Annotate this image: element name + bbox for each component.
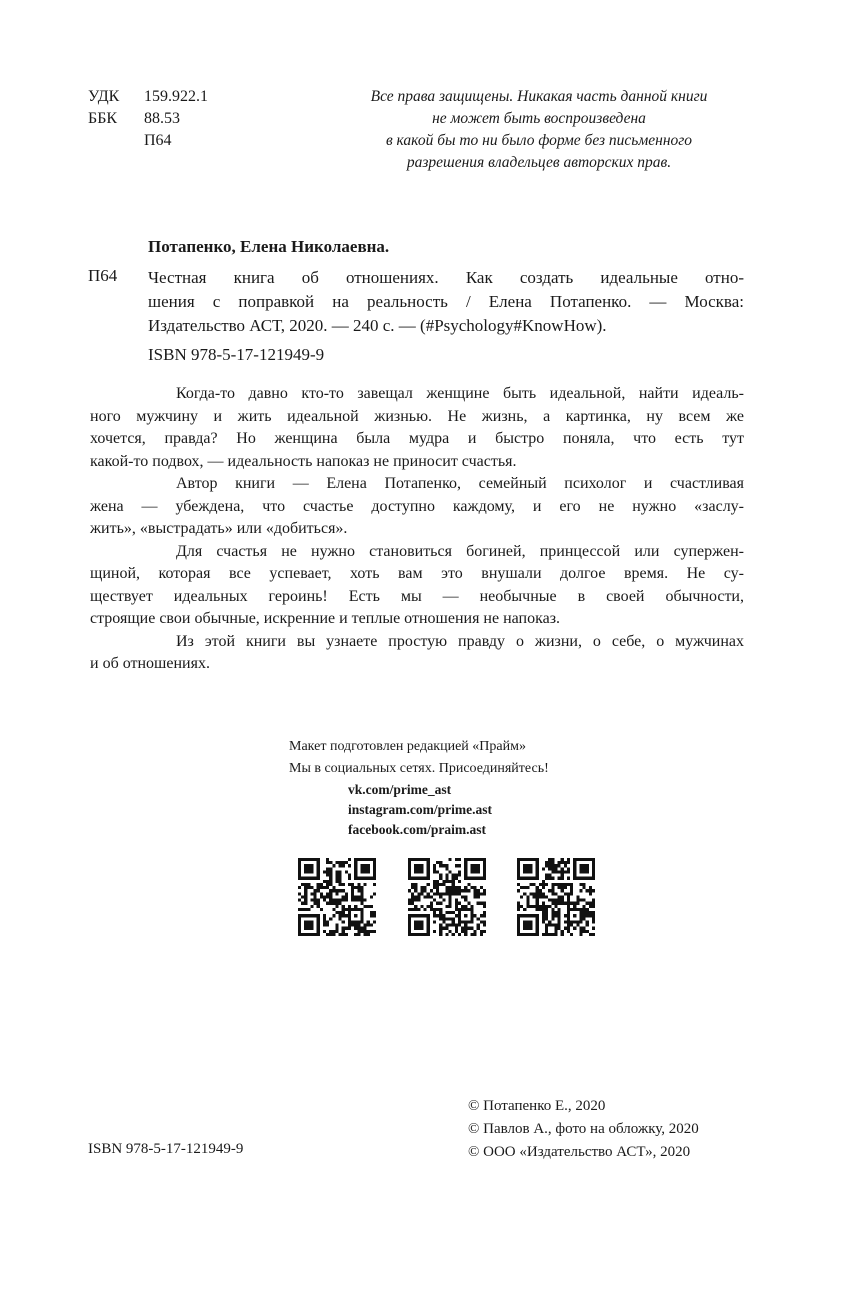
annotation-line: и об отношениях. [90, 655, 210, 672]
annotation-line: хочется, правда? Но женщина была мудра и быстро поняла, что есть тут [90, 430, 744, 447]
copyright-line: © Потапенко Е., 2020 [468, 1098, 606, 1114]
copyright-block [468, 1095, 699, 1164]
biblio-line: Издательство АСТ, 2020. — 240 с. — (#Psychology#KnowHow). [148, 316, 607, 335]
social-link-instagram[interactable]: instagram.com/prime.ast [348, 802, 492, 817]
annotation-line: щиной, которая все успевает, хоть вам это внушали долгое время. Не су- [90, 565, 744, 582]
biblio-line: шения с поправкой на реальность / Елена Потапенко. — Москва: [148, 292, 744, 311]
annotation-line: Для счастья не нужно становиться богиней, принцессой или супержен- [176, 542, 744, 560]
prepared-by: Макет подготовлен редакцией «Прайм» [289, 739, 526, 754]
rights-notice [330, 86, 748, 174]
social-links [348, 780, 492, 840]
rights-line: не может быть воспроизведена [432, 110, 646, 127]
copyright-line: © Павлов А., фото на обложку, 2020 [468, 1121, 699, 1137]
annotation-line: ного мужчину и жить идеальной жизнью. Не жизнь, а картинка, ну всем же [90, 407, 744, 425]
isbn-footer: ISBN 978-5-17-121949-9 [88, 1141, 244, 1157]
author-heading: Потапенко, Елена Николаевна. [148, 237, 390, 256]
isbn-main: ISBN 978-5-17-121949-9 [148, 345, 325, 364]
bibliographic-description [148, 266, 744, 338]
annotation-line: жить», «выстрадать» или «добиться». [90, 520, 348, 537]
annotation [90, 383, 744, 676]
annotation-line: жена — убеждена, что счастье доступно каждому, и его не нужно «заслу- [90, 497, 744, 515]
author-code: П64 [88, 266, 118, 285]
annotation-line: какой-то подвох, — идеальность напоказ не приносит счастья. [90, 452, 517, 470]
annotation-line: Из этой книги вы узнаете простую правду о жизни, о себе, о мужчинах [176, 632, 744, 650]
annotation-line: Автор книги — Елена Потапенко, семейный психолог и счастливая [176, 475, 744, 492]
rights-line: в какой бы то ни было форме без письменного [385, 132, 693, 149]
annotation-line: строящие свои обычные, искренние и теплые отношения не напоказ. [90, 610, 561, 627]
publisher-info [289, 736, 549, 780]
qr-code-icon [517, 858, 595, 936]
qr-code-icon [298, 858, 376, 936]
annotation-line: ществует идеальных героинь! Есть мы — необычные в своей обычности, [90, 587, 744, 605]
social-invite: Мы в социальных сетях. Присоединяйтесь! [289, 761, 549, 776]
rights-line: разрешения владельцев авторских прав. [406, 154, 672, 171]
qr-code-icon [408, 858, 486, 936]
udk-value: 159.922.1 [144, 88, 208, 105]
annotation-line: Когда-то давно кто-то завещал женщине быть идеальной, найти идеаль- [176, 385, 744, 402]
author-mark-value: П64 [144, 132, 172, 149]
social-link-vk[interactable]: vk.com/prime_ast [348, 782, 452, 797]
social-link-facebook[interactable]: facebook.com/praim.ast [348, 822, 486, 837]
bbk-value: 88.53 [144, 110, 180, 127]
rights-line: Все права защищены. Никакая часть данной книги [370, 88, 708, 105]
biblio-line: Честная книга об отношениях. Как создать идеальные отно- [148, 268, 744, 287]
copyright-line: © ООО «Издательство АСТ», 2020 [468, 1144, 691, 1160]
udk-label: УДК [88, 88, 120, 105]
bbk-label: ББК [88, 110, 118, 127]
